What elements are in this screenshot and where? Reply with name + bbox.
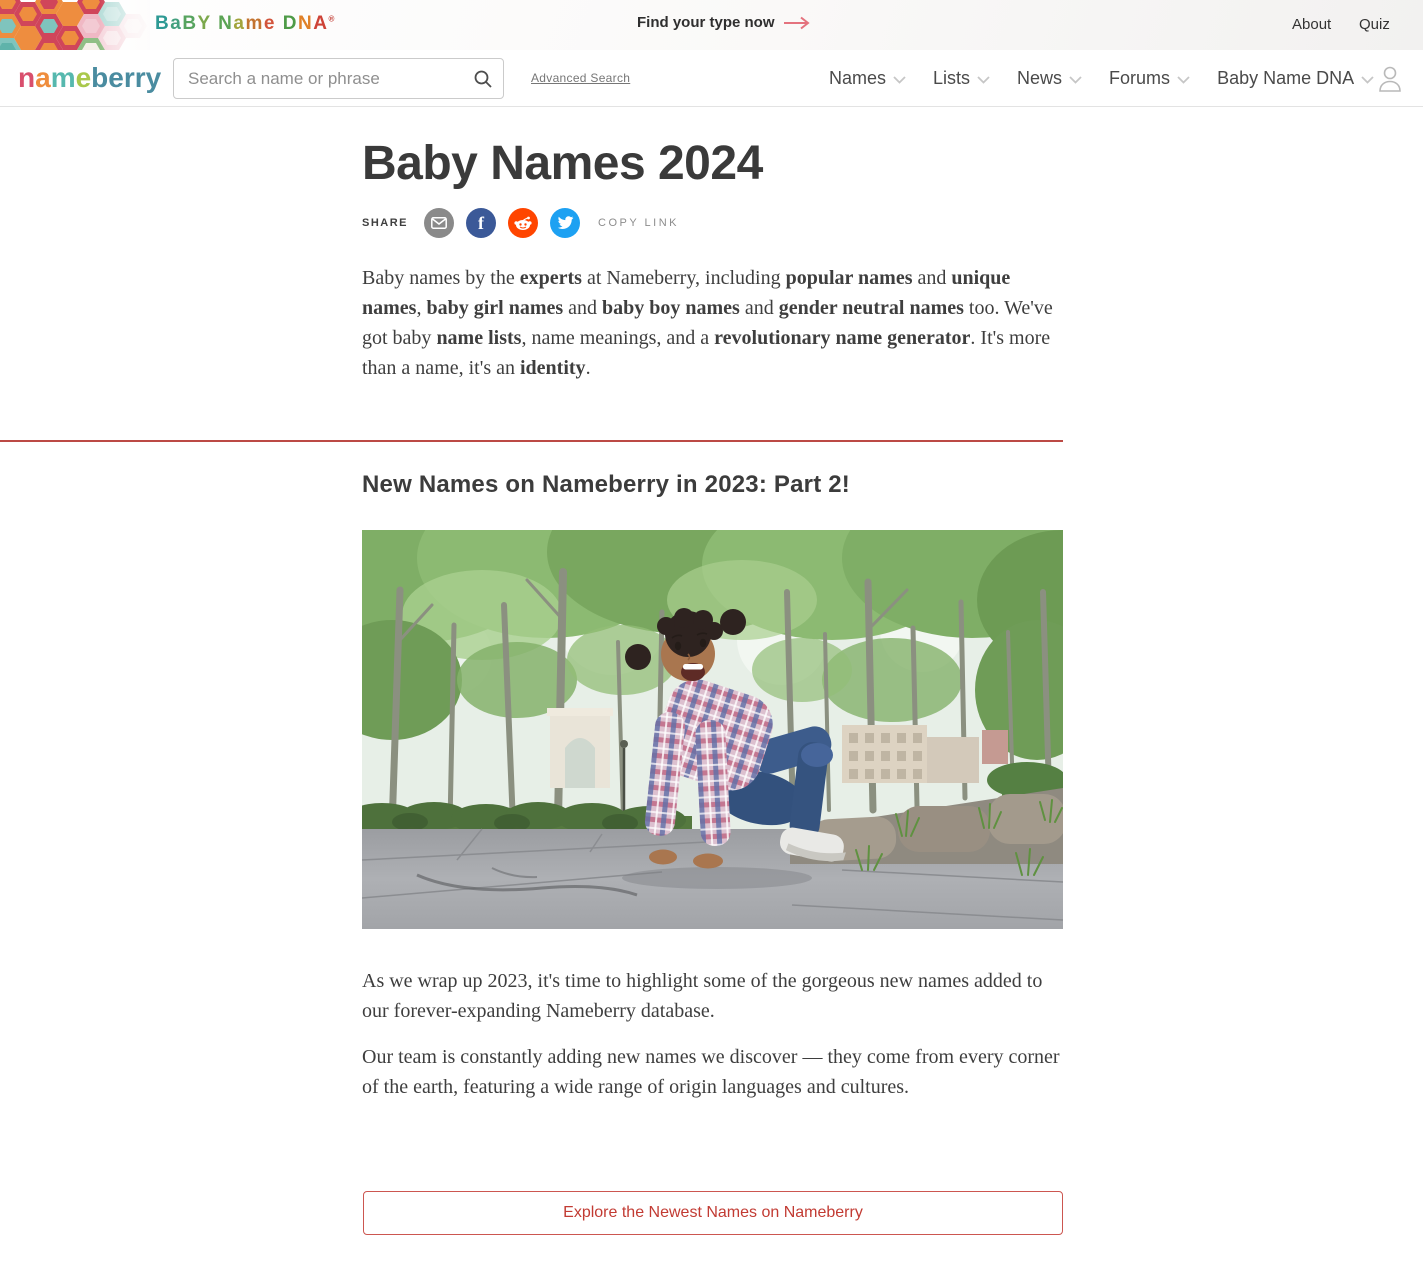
find-your-type-label: Find your type now: [637, 14, 775, 31]
nameberry-logo[interactable]: nameberry: [18, 62, 162, 93]
chevron-down-icon: [1177, 76, 1190, 84]
facebook-icon: f: [478, 212, 485, 233]
nav-menu: [829, 50, 1401, 107]
article-body: [362, 966, 1063, 1102]
baby-name-dna-logo-letters: BaBY Name DNA: [155, 13, 329, 34]
hexagon-pattern-decoration: [0, 0, 150, 50]
nav-item-baby-name-dna[interactable]: Baby Name DNA: [1217, 68, 1374, 89]
nav-item-names[interactable]: Names: [829, 68, 906, 89]
chevron-down-icon: [977, 76, 990, 84]
nav-item-lists[interactable]: Lists: [933, 68, 990, 89]
user-account-button[interactable]: [1378, 65, 1402, 96]
twitter-icon: [557, 216, 574, 230]
search-button[interactable]: [463, 59, 503, 98]
explore-newest-names-button[interactable]: Explore the Newest Names on Nameberry: [363, 1191, 1063, 1235]
baby-name-dna-logo[interactable]: [155, 13, 336, 35]
user-icon: [1378, 65, 1402, 93]
quiz-link[interactable]: Quiz: [1359, 16, 1390, 33]
chevron-down-icon: [893, 76, 906, 84]
reddit-icon: [513, 215, 533, 231]
share-reddit-button[interactable]: [508, 208, 538, 238]
share-email-button[interactable]: [424, 208, 454, 238]
page-title: Baby Names 2024: [362, 137, 763, 190]
article-intro: Baby names by the experts at Nameberry, including popular names and unique names, baby girl names and baby boy names and gender neutral names too. We've got baby name lists, name meanings, and a revolutionary name generator. It's more than a name, it's an identity.: [362, 267, 1053, 379]
paragraph: As we wrap up 2023, it's time to highlight some of the gorgeous new names added to our forever-expanding Nameberry database.: [362, 970, 1043, 1022]
chevron-down-icon: [1069, 76, 1082, 84]
nav-item-forums[interactable]: Forums: [1109, 68, 1190, 89]
search-box: [173, 58, 504, 99]
share-twitter-button[interactable]: [550, 208, 580, 238]
nav-item-news[interactable]: News: [1017, 68, 1082, 89]
share-label: SHARE: [362, 217, 409, 229]
promo-banner: [0, 0, 1423, 50]
advanced-search-link[interactable]: Advanced Search: [531, 71, 631, 85]
email-icon: [431, 217, 447, 229]
section-divider: [0, 440, 1063, 442]
article-photo[interactable]: [362, 530, 1063, 929]
registered-mark: ®: [328, 14, 336, 24]
paragraph: Our team is constantly adding new names we discover — they come from every corner of the earth, featuring a wide range of origin languages and cultures.: [362, 1046, 1060, 1098]
search-input[interactable]: [174, 69, 463, 89]
chevron-down-icon: [1361, 76, 1374, 84]
arrow-right-icon: [783, 16, 811, 30]
section-heading[interactable]: New Names on Nameberry in 2023: Part 2!: [362, 471, 850, 498]
search-icon: [473, 69, 493, 89]
copy-link-button[interactable]: COPY LINK: [598, 217, 680, 229]
find-your-type-link[interactable]: [637, 14, 811, 31]
about-link[interactable]: About: [1292, 16, 1332, 33]
share-facebook-button[interactable]: [466, 208, 496, 238]
main-nav: [0, 50, 1423, 107]
share-row: [362, 208, 1063, 238]
